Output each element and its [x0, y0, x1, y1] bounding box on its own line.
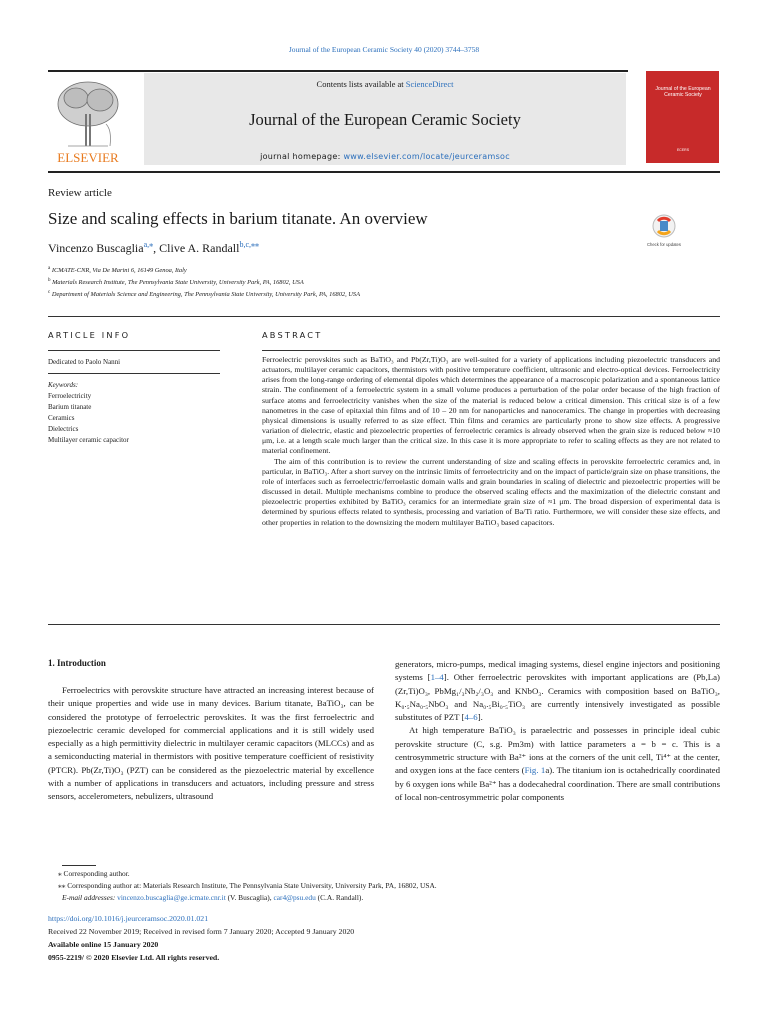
- header-top-rule: [48, 70, 628, 72]
- text-run: At high temperature BaTiO₃ is paraelectric and possesses in principle ideal cubic perovskite structure (C, s.g. Pm3m) with lattice parameters a = b = c. This is a centrosymmetric structure with Ba²⁺ ions at the corners of the unit cell, Ti⁴⁺ at the center, and oxygen ions at the face centers (: [395, 725, 720, 776]
- available-online: Available online 15 January 2020: [48, 940, 159, 949]
- keywords-list: [48, 391, 129, 446]
- affiliation-b: [48, 277, 304, 287]
- author-2-marks[interactable]: b,c,⁎⁎: [239, 240, 260, 249]
- keyword: Multilayer ceramic capacitor: [48, 436, 129, 444]
- contents-line: [144, 79, 626, 89]
- check-updates-label: Check for updates: [647, 242, 681, 247]
- author-1-marks[interactable]: a,⁎: [143, 240, 154, 249]
- abstract-body: [262, 355, 720, 528]
- article-type: Review article: [48, 187, 112, 199]
- affiliation-text: Materials Research Institute, The Pennsylvania State University, University Park, PA, 16802, USA: [52, 279, 304, 287]
- homepage-prefix: journal homepage:: [260, 152, 344, 161]
- body-paragraph: Ferroelectrics with perovskite structure have attracted an increasing interest because of their unique properties and wide use in many devices. Barium titanate, BaTiO₃, can be considered the prototype of ferroelectric perovskites. It was the first ferroelectric and piezoelectric ceramic developed for commercial applications and it is still widely used especially as a high permittivity dielectric in multilayer ceramic capacitors (MLCCs) and as a semiconducting material in thermistors with positive temperature coefficient of resistivity (PTCR). Pb(Zr,Ti)O₃ (PZT) can be considered as the piezoelectric material by excellence with a number of applications in transducers and actuators, including pressure and stress sensors, accelerometers, nebulizers, ultrasound: [48, 685, 374, 802]
- cover-title: Journal of the European Ceramic Society: [655, 86, 711, 98]
- abstract-paragraph: Ferroelectric perovskites such as BaTiO₃ and Pb(Zr,Ti)O₃ are well-suited for a variety of applications including piezoelectric transducers and actuators, multilayer ceramic capacitors, thermistors with positive temperature coefficient, ultrasonic and electro-optical devices. Ferroelectricity arises from the long-range ordering of elemental dipoles which determines the appearance of a macroscopic polarization and a spontaneous lattice strain. The confinement of a ferroelectric system in a small volume produces a perturbation of the polar order because of the high fraction of surface atoms and ferroelectricity vanishes when the size of the material is reduced below a critical dimension. This critical size is of a few nanometres in the case of epitaxial thin films and of 10 – 20 nm for nanoparticles and nanoceramics. The change in properties with decreasing physical dimensions is usually referred to as size effect. Thin films and ceramics are particularly prone to show size effects. A progressive variation of dielectric, elastic and piezoelectric properties of ferroelectric ceramics is already observed when the grain size is reduced below ≈10 μm, i.e. at a length scale much larger than the critical size. In this case it is more appropriate to refer to scaling effects as they are not related to material confinement.: [262, 355, 720, 456]
- email-owner: (C.A. Randall).: [315, 893, 364, 902]
- section-heading: 1. Introduction: [48, 658, 106, 668]
- keywords-label: Keywords:: [48, 381, 79, 389]
- header-bottom-rule: [48, 171, 720, 173]
- email-link[interactable]: vincenzo.buscaglia@ge.icmate.cnr.it: [117, 893, 226, 902]
- footnote-mark: ⁎: [58, 869, 62, 878]
- keyword: Ferroelectricity: [48, 392, 92, 400]
- elsevier-wordmark: ELSEVIER: [57, 150, 119, 165]
- affiliation-mark: b: [48, 278, 51, 283]
- affiliation-mark: a: [48, 266, 51, 271]
- journal-citation[interactable]: Journal of the European Ceramic Society 40 (2020) 3744–3758: [288, 45, 480, 54]
- footnote-corresponding-2: [58, 880, 437, 891]
- keyword: Dielectrics: [48, 425, 79, 433]
- journal-title: Journal of the European Ceramic Society: [249, 110, 521, 129]
- text-run: a). The titanium ion is octahedrically coordinated by 6 oxygen ions while Ba²⁺ has a dodecahedral coordination. There are small contributions of local non-centrosymmetric polar components: [395, 765, 720, 802]
- check-for-updates-icon[interactable]: [647, 213, 681, 253]
- affiliation-text: ICMATE-CNR, Via De Marini 6, 16149 Genoa, Italy: [51, 267, 187, 275]
- keyword: Barium titanate: [48, 403, 92, 411]
- footnote-corresponding-1: [58, 868, 130, 879]
- text-run: ].: [477, 712, 483, 723]
- body-paragraph: [395, 724, 720, 804]
- abstract-heading: ABSTRACT: [262, 330, 323, 340]
- keyword: Ceramics: [48, 414, 75, 422]
- dedication-rule: [48, 373, 220, 374]
- elsevier-logo: [48, 74, 128, 166]
- abstract-bottom-rule: [48, 624, 720, 625]
- author-separator: ,: [153, 241, 160, 255]
- article-title: Size and scaling effects in barium titanate. An overview: [48, 209, 428, 228]
- abstract-paragraph: The aim of this contribution is to review the current understanding of size and scaling effects in perovskite ferroelectric ceramics and, in particular, in BaTiO₃. After a short survey on the intrinsic limits of ferroelectricity and on the impact of particle/grain size on phase transitions, the role of interfaces such as ferroelectric/ferroelastic domain walls and grain boundaries in scaling of dielectric and piezoelectric properties will be discussed in detail. Multiple mechanisms combine to produce the observed scaling effects and the maximization of the dielectric constant and piezoelectric properties exhibited by BaTiO₃ ceramics for an intermediate grain size of ≈1 μm. The broad dispersion of experimental data is determined by spurious effects related to synthesis, processing and variation of Ba/Ti ratio. Furthermore, we will consider these size effects, and other properties in relation to the downsizing the modern multilayer BaTiO₃ based capacitors.: [262, 456, 720, 527]
- footnote-emails: [62, 892, 363, 903]
- citation-link[interactable]: 1–4: [430, 672, 444, 683]
- footnote-text: Corresponding author.: [61, 869, 130, 878]
- affiliation-a: [48, 265, 187, 275]
- dedication: Dedicated to Paolo Nanni: [48, 358, 121, 366]
- footnote-text: Corresponding author at: Materials Research Institute, The Pennsylvania State University, University Park, PA, 16802, USA.: [65, 881, 437, 890]
- homepage-link[interactable]: www.elsevier.com/locate/jeurceramsoc: [343, 152, 510, 161]
- contents-prefix: Contents lists available at: [316, 79, 406, 89]
- affiliation-text: Department of Materials Science and Engineering, The Pennsylvania State University, University Park, PA, 16802, USA: [51, 291, 361, 299]
- footnote-mark: ⁎⁎: [58, 881, 66, 890]
- article-info-rule: [48, 350, 220, 351]
- doi-link[interactable]: https://doi.org/10.1016/j.jeurceramsoc.2020.01.021: [48, 914, 209, 923]
- article-info-heading: ARTICLE INFO: [48, 330, 131, 340]
- sciencedirect-link[interactable]: ScienceDirect: [405, 79, 454, 89]
- body-paragraph: [395, 658, 720, 724]
- text-run: ]. Other ferroelectric perovskites with important applications are (Pb,La)(Zr,Ti)O₃, PbMg₁/₃Nb₂/₃O₃ and KNbO₃. Ceramics with composition based on BaTiO₃, K₀.₅Na₀.₅NbO₃ and Na₀.₅Bi₀.₅TiO₃ are currently intensively investigated as possible substitutes of PZT [: [395, 672, 720, 723]
- figure-link[interactable]: Fig. 1: [524, 765, 546, 776]
- meta-divider: [48, 316, 720, 317]
- abstract-rule: [262, 350, 720, 351]
- author-1: Vincenzo Buscaglia: [48, 241, 144, 255]
- journal-homepage: [144, 152, 626, 161]
- email-owner: (V. Buscaglia),: [225, 893, 274, 902]
- email-label: E-mail addresses:: [62, 893, 118, 902]
- body-left-column: [48, 684, 374, 804]
- affiliation-c: [48, 289, 360, 299]
- footnote-rule: [62, 865, 96, 866]
- cover-footer: ECERS: [676, 148, 690, 152]
- author-2: Clive A. Randall: [159, 241, 240, 255]
- body-right-column: [395, 658, 720, 804]
- text-run: generators, micro-pumps, medical imaging systems, diesel engine injectors and positioning systems [: [395, 659, 720, 683]
- citation-link[interactable]: 4–6: [464, 712, 478, 723]
- copyright: 0955-2219/ © 2020 Elsevier Ltd. All rights reserved.: [48, 953, 220, 962]
- affiliation-mark: c: [48, 290, 51, 295]
- received-dates: Received 22 November 2019; Received in revised form 7 January 2020; Accepted 9 January 2020: [48, 927, 355, 936]
- authors: [48, 240, 259, 256]
- email-link[interactable]: car4@psu.edu: [273, 893, 316, 902]
